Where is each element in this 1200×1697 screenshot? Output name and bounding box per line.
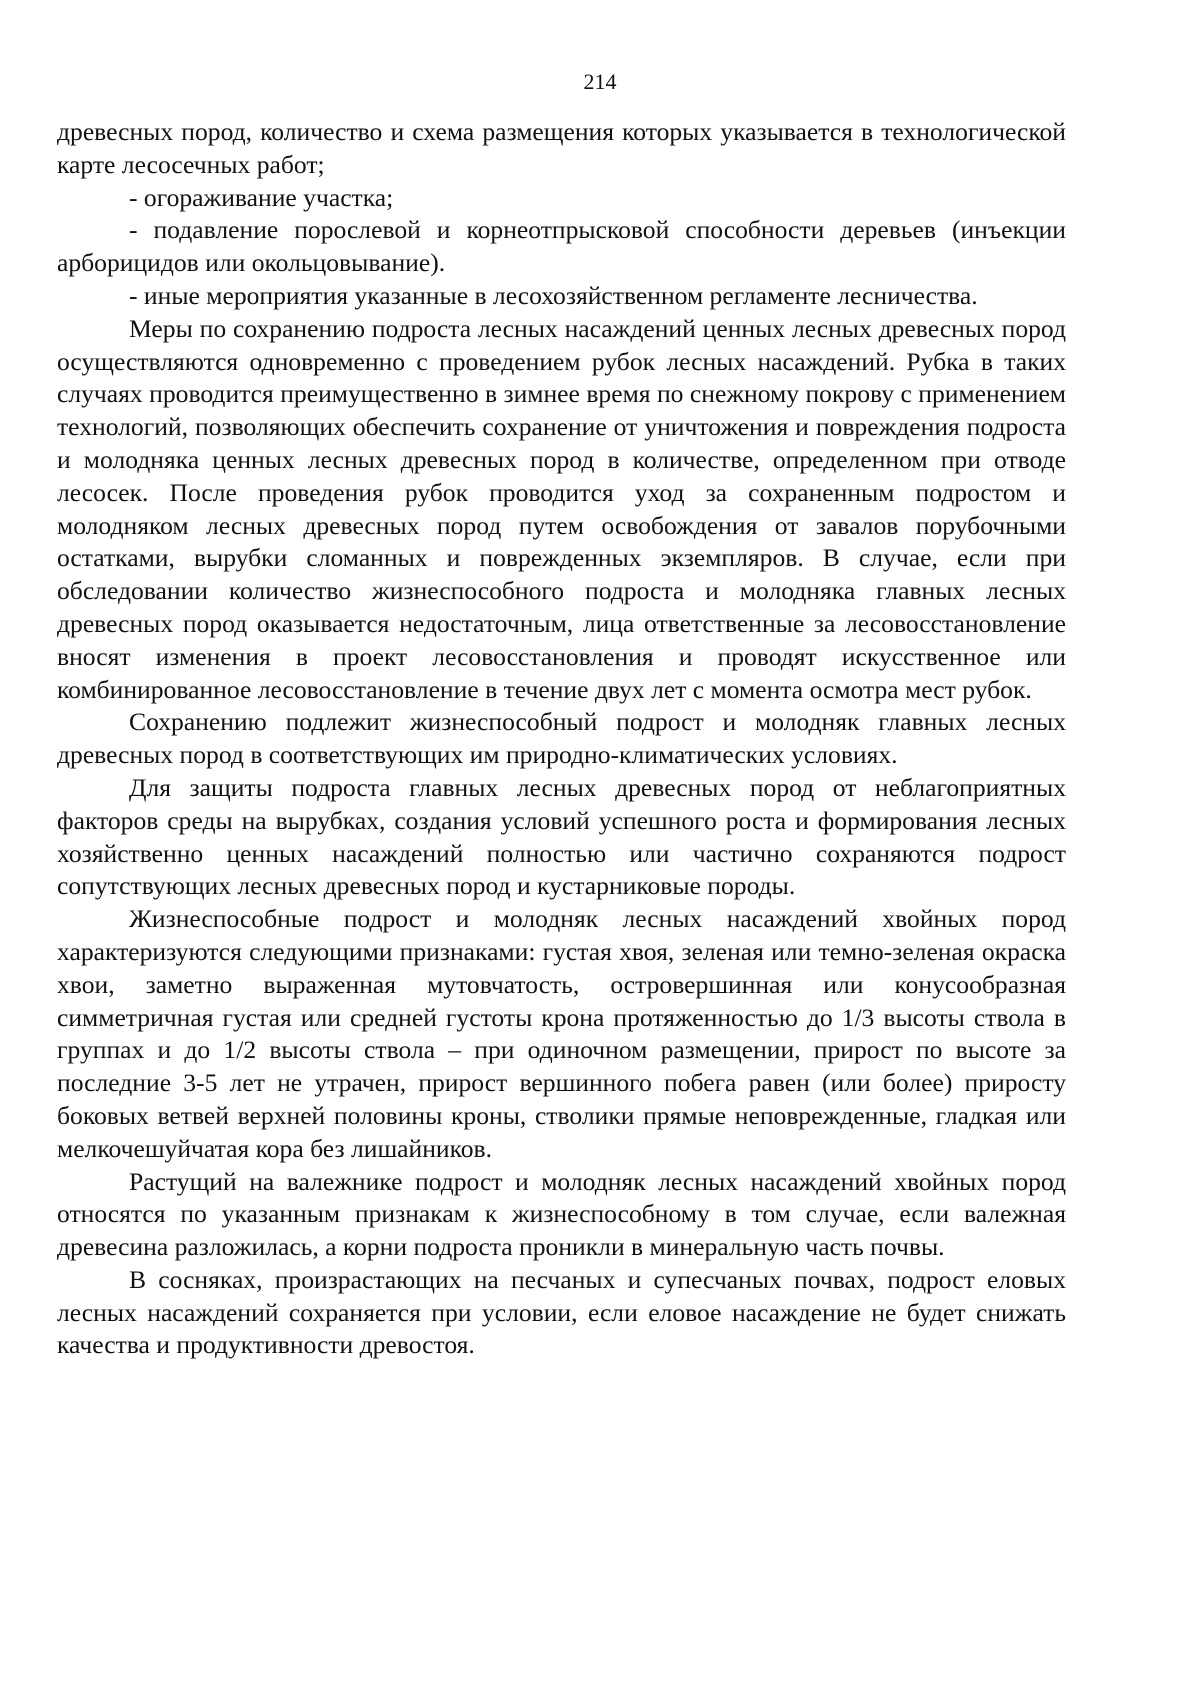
paragraph-viability-signs: Жизнеспособные подрост и молодняк лесных насаждений хвойных пород характеризуются следующими признаками: густая хвоя, зеленая или темно-зеленая окраска хвои, заметно выраженная мутовчатость, островершинная или конусообразная симметричная густая или средней густоты крона протяженностью до 1/3 высоты ствола в группах и до 1/2 высоты ствола – при одиночном размещении, прирост по высоте за последние 3-5 лет не утрачен, прирост вершинного побега равен (или более) приросту боковых ветвей верхней половины кроны, стволики прямые неповрежденные, гладкая или мелкочешуйчатая кора без лишайников. [57,904,1066,1163]
paragraph-pine-stands: В сосняках, произрастающих на песчаных и супесчаных почвах, подрост еловых лесных насаждений сохраняется при условии, если еловое насаждение не будет снижать качества и продуктивности древостоя. [57,1264,1066,1360]
page-body [57,116,1066,1362]
list-item-other-measures: - иные мероприятия указанные в лесохозяйственном регламенте лесничества. [129,280,978,310]
paragraph-subject-to-preservation: Сохранению подлежит жизнеспособный подрост и молодняк главных лесных древесных пород в соответствующих им природно-климатических условиях. [57,707,1066,770]
paragraph-continuation: древесных пород, количество и схема размещения которых указывается в технологической карте лесосечных работ; [57,117,1066,179]
paragraph-preservation-measures: Меры по сохранению подроста лесных насаждений ценных лесных древесных пород осуществляются одновременно с проведением рубок лесных насаждений. Рубка в таких случаях проводится преимущественно в зимнее время по снежному покрову с применением технологий, позволяющих обеспечить сохранение от уничтожения и повреждения подроста и молодняка ценных лесных древесных пород в количестве, определенном при отводе лесосек. После проведения рубок проводится уход за сохраненным подростом и молодняком лесных древесных пород путем освобождения от завалов порубочными остатками, вырубки сломанных и поврежденных экземпляров. В случае, если при обследовании количество жизнеспособного подроста и молодняка главных лесных древесных пород оказывается недостаточным, лица ответственные за лесовосстановление вносят изменения в проект лесовосстановления и проводят искусственное или комбинированное лесовосстановление в течение двух лет с момента осмотра мест рубок. [57,313,1066,704]
paragraph-protection: Для защиты подроста главных лесных древесных пород от неблагоприятных факторов среды на вырубках, создания условий успешного роста и формирования лесных хозяйственно ценных насаждений полностью или частично сохраняются подрост сопутствующих лесных древесных пород и кустарниковые породы. [57,772,1066,901]
list-item-suppression: - подавление порослевой и корнеотпрысковой способности деревьев (инъекции арборицидов или окольцовывание). [57,215,1066,278]
paragraph-deadwood-growth: Растущий на валежнике подрост и молодняк лесных насаждений хвойных пород относятся по указанным признакам к жизнеспособному в том случае, если валежная древесина разложилась, а корни подроста проникли в минеральную часть почвы. [57,1166,1066,1262]
list-item-fencing: - огораживание участка; [129,182,394,212]
page-number: 214 [583,69,617,94]
